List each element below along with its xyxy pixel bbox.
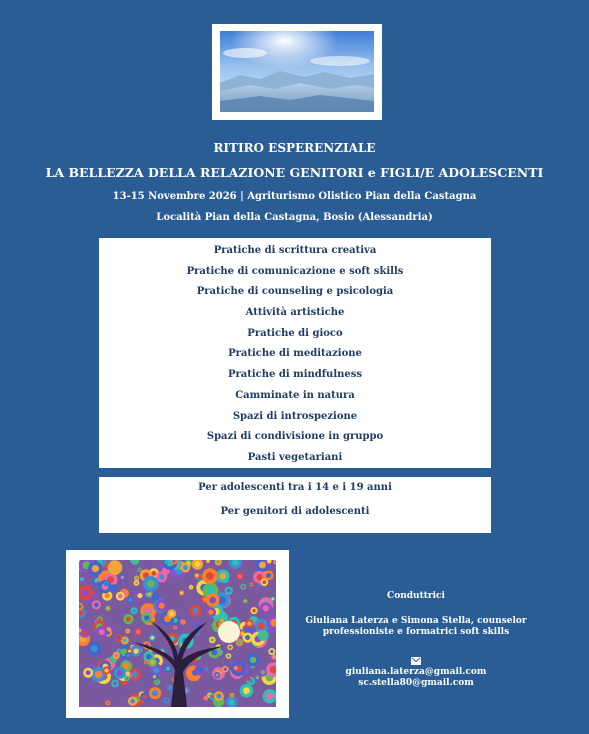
audience-teens: Per adolescenti tra i 14 e i 19 anni	[198, 482, 392, 493]
activity-item: Pasti vegetariani	[247, 451, 343, 463]
sky-mountains-image	[220, 31, 374, 112]
header	[0, 140, 589, 224]
event-location: Località Pian della Castagna, Bosio (Alessandria)	[156, 212, 433, 223]
envelope-icon	[411, 650, 421, 658]
activity-item: Pratiche di mindfulness	[227, 369, 363, 381]
tree-artwork	[66, 550, 289, 718]
email-link-simona[interactable]: sc.stella80@gmail.com	[358, 678, 474, 688]
activity-item: Attività artistiche	[245, 307, 345, 319]
activity-item: Spazi di condivisione in gruppo	[206, 431, 384, 443]
contacts-title: Conduttrici	[387, 591, 445, 601]
activity-item: Pratiche di meditazione	[228, 348, 362, 360]
activity-item: Pratiche di gioco	[247, 327, 343, 339]
activity-item: Pratiche di scrittura creativa	[213, 245, 377, 256]
email-link-giuliana[interactable]: giuliana.laterza@gmail.com	[345, 667, 487, 677]
activity-item: Pratiche di comunicazione e soft skills	[186, 265, 404, 277]
audience-box	[99, 477, 491, 533]
tree-of-life-painting	[79, 560, 276, 707]
audience-parents: Per genitori di adolescenti	[220, 506, 370, 517]
event-title: LA BELLEZZA DELLA RELAZIONE GENITORI e FIGLI/E ADOLESCENTI	[45, 165, 544, 180]
activities-box	[99, 238, 491, 468]
activity-item: Spazi di introspezione	[232, 410, 358, 422]
hero-photo	[212, 24, 382, 120]
contacts-names: Giuliana Laterza e Simona Stella, counselor professioniste e formatrici soft skills	[305, 616, 527, 637]
activity-item: Camminate in natura	[235, 389, 355, 401]
event-kicker: RITIRO ESPERENZIALE	[213, 141, 376, 155]
event-date-venue: 13-15 Novembre 2026 | Agriturismo Olistico Pian della Castagna	[112, 191, 477, 202]
activity-item: Pratiche di counseling e psicologia	[196, 286, 394, 298]
contacts-section	[305, 590, 527, 689]
